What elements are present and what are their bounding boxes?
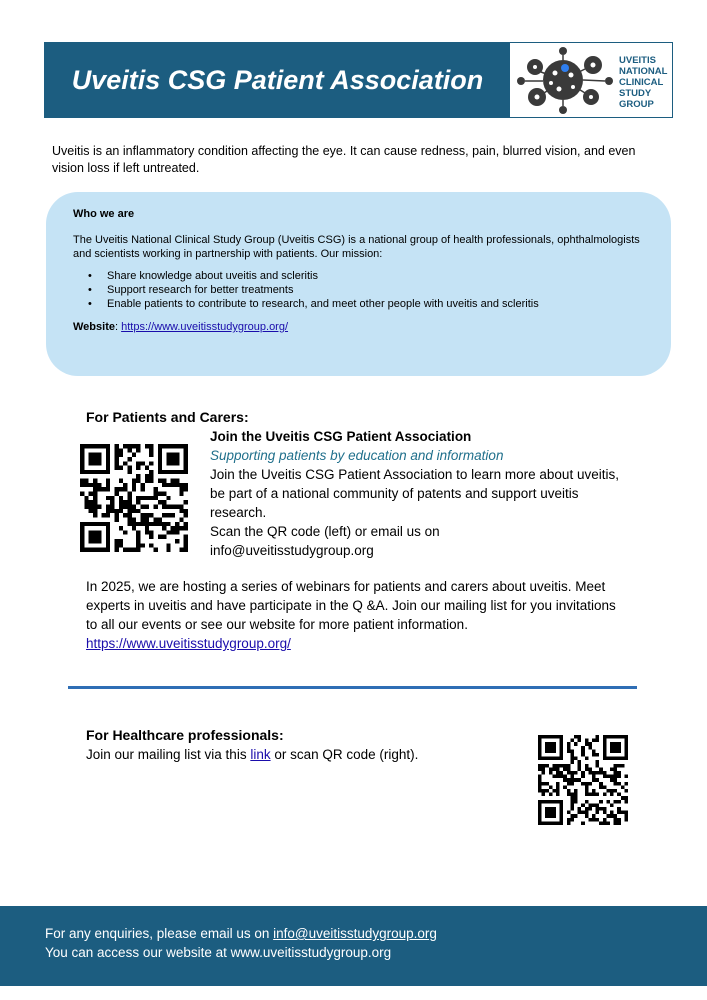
footer-website-text: You can access our website at www.uveitisstudygroup.org xyxy=(45,945,392,960)
join-scan-text: Scan the QR code (left) or email us on xyxy=(210,524,440,539)
healthcare-section xyxy=(86,726,506,764)
join-association-block xyxy=(210,427,630,560)
mailing-list-link[interactable]: link xyxy=(250,747,271,762)
join-title: Join the Uveitis CSG Patient Association xyxy=(210,429,472,444)
intro-paragraph: Uveitis is an inflammatory condition affecting the eye. It can cause redness, pain, blurred vision, and even vision loss if left untreated. xyxy=(52,144,636,175)
website-label: Website xyxy=(73,321,115,333)
patients-section xyxy=(86,408,646,427)
footer xyxy=(0,906,707,986)
mission-item: • Enable patients to contribute to research, and meet other people with uveitis and scleritis xyxy=(107,297,644,311)
logo-text xyxy=(619,55,667,110)
header-banner xyxy=(44,42,673,118)
healthcare-heading: For Healthcare professionals: xyxy=(86,727,284,743)
website-line: Website: https://www.uveitisstudygroup.org/ xyxy=(73,321,289,333)
who-we-are-description: The Uveitis National Clinical Study Group (Uveitis CSG) is a national group of health professionals, ophthalmologists and scientists working in partnership with patients. Our mission: xyxy=(73,234,640,260)
webinar-website-link[interactable]: https://www.uveitisstudygroup.org/ xyxy=(86,636,291,651)
healthcare-text-after: or scan QR code (right). xyxy=(270,747,419,762)
logo-line-4: STUDY xyxy=(619,88,652,99)
patients-heading: For Patients and Carers: xyxy=(86,409,249,425)
uveitis-csg-logo xyxy=(511,43,672,117)
join-body: Join the Uveitis CSG Patient Association to learn more about uveitis, be part of a national community of patents and support uveitis research. xyxy=(210,467,619,520)
logo-line-1: UVEITIS xyxy=(619,55,656,66)
page-title: Uveitis CSG Patient Association xyxy=(71,64,484,95)
healthcare-text xyxy=(86,745,506,764)
footer-enquiries xyxy=(45,924,707,943)
website-link[interactable]: https://www.uveitisstudygroup.org/ xyxy=(121,321,289,333)
logo-line-5: GROUP xyxy=(619,99,654,110)
logo-line-2: NATIONAL xyxy=(619,66,668,77)
logo-line-3: CLINICAL xyxy=(619,77,664,88)
webinar-paragraph xyxy=(86,577,626,653)
mission-list xyxy=(73,269,644,311)
section-divider xyxy=(68,686,637,689)
webinar-text: In 2025, we are hosting a series of webinars for patients and carers about uveitis. Meet experts in uveitis and have participate in the Q &A. Join our mailing list for you invitations to all our events or see our website for more patient information. xyxy=(86,579,616,632)
footer-enquiries-text: For any enquiries, please email us on xyxy=(45,926,274,941)
virus-cluster-logo-icon xyxy=(513,45,617,115)
mission-item: • Share knowledge about uveitis and scleritis xyxy=(107,269,644,283)
who-we-are-title: Who we are xyxy=(73,208,135,220)
mission-item: • Support research for better treatments xyxy=(107,283,644,297)
healthcare-text-before: Join our mailing list via this xyxy=(86,747,251,762)
patients-qr-code[interactable] xyxy=(80,444,188,552)
footer-email-link[interactable]: info@uveitisstudygroup.org xyxy=(273,926,437,941)
healthcare-qr-code[interactable] xyxy=(538,735,628,825)
who-we-are-box xyxy=(46,192,671,376)
join-email: info@uveitisstudygroup.org xyxy=(210,543,374,558)
join-subtitle: Supporting patients by education and information xyxy=(210,448,504,463)
header-title-box xyxy=(45,43,510,117)
